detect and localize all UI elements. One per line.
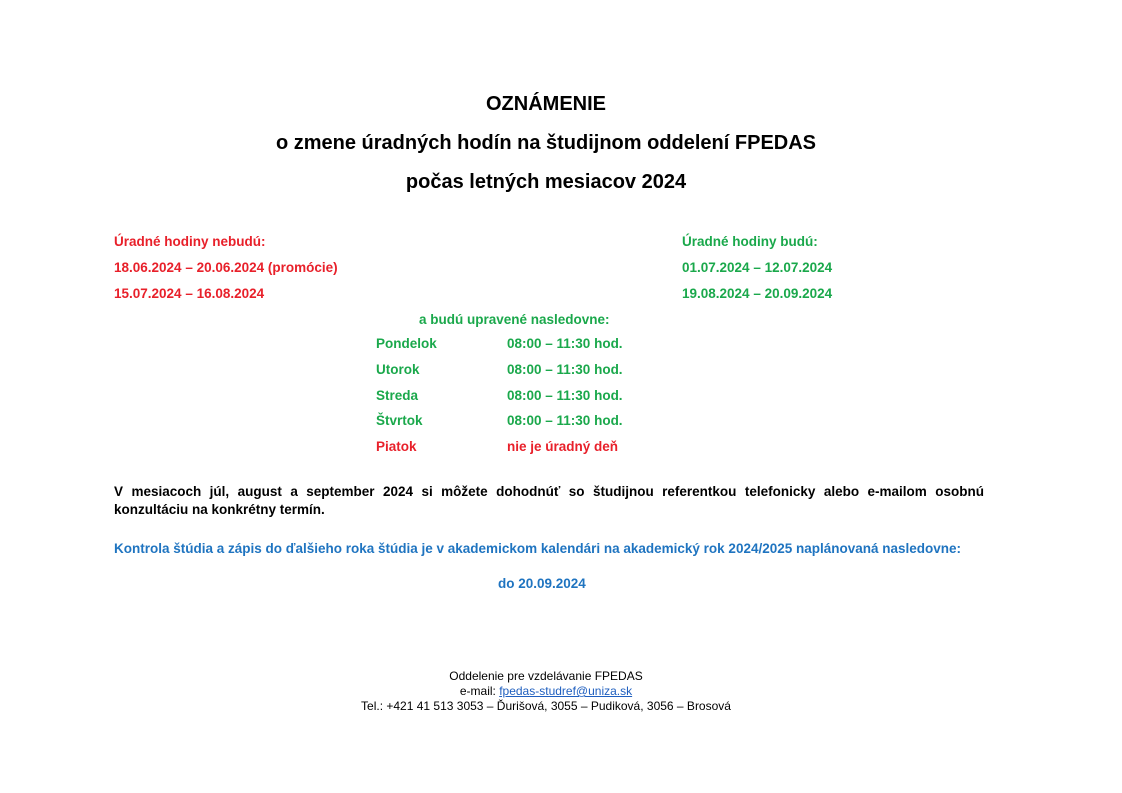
schedule-hours: 08:00 – 11:30 hod. [507, 388, 623, 403]
schedule-day: Pondelok [376, 336, 437, 351]
schedule-hours: nie je úradný deň [507, 439, 619, 454]
open-period-1: 01.07.2024 – 12.07.2024 [682, 260, 833, 275]
footer-department: Oddelenie pre vzdelávanie FPEDAS [449, 669, 643, 683]
notice-subtitle: o zmene úradných hodín na študijnom oddelení FPEDAS [275, 132, 817, 154]
schedule-hours: 08:00 – 11:30 hod. [507, 362, 623, 377]
schedule-day: Štvrtok [376, 413, 423, 428]
footer-email-label: e-mail: [459, 684, 500, 698]
closed-period-2: 15.07.2024 – 16.08.2024 [114, 286, 265, 301]
footer-phones: Tel.: +421 41 513 3053 – Ďurišová, 3055 – Pudiková, 3056 – Brosová [361, 699, 731, 713]
footer-email-line [0, 684, 1092, 698]
schedule-hours: 08:00 – 11:30 hod. [507, 413, 623, 428]
schedule-day: Utorok [376, 362, 420, 377]
closed-period-1: 18.06.2024 – 20.06.2024 (promócie) [114, 260, 338, 275]
schedule-day: Streda [376, 388, 419, 403]
schedule-heading: a budú upravené nasledovne: [419, 312, 610, 327]
footer-email-link[interactable]: fpedas-studref@uniza.sk [499, 684, 633, 698]
notice-period: počas letných mesiacov 2024 [405, 171, 687, 193]
consultation-paragraph: V mesiacoch júl, august a september 2024 si môžete dohodnúť so študijnou referentkou telefonicky alebo e-mailom osobnú konzultáciu na konkrétny termín. [114, 484, 984, 517]
schedule-day: Piatok [376, 439, 417, 454]
enrollment-paragraph: Kontrola štúdia a zápis do ďalšieho roka štúdia je v akademickom kalendári na akademický rok 2024/2025 naplánovaná nasledovne: [114, 541, 962, 556]
open-period-2: 19.08.2024 – 20.09.2024 [682, 286, 833, 301]
schedule-hours: 08:00 – 11:30 hod. [507, 336, 623, 351]
open-hours-heading: Úradné hodiny budú: [682, 234, 818, 249]
notice-title: OZNÁMENIE [486, 93, 606, 115]
enrollment-date: do 20.09.2024 [498, 576, 586, 591]
closed-hours-heading: Úradné hodiny nebudú: [114, 234, 266, 249]
